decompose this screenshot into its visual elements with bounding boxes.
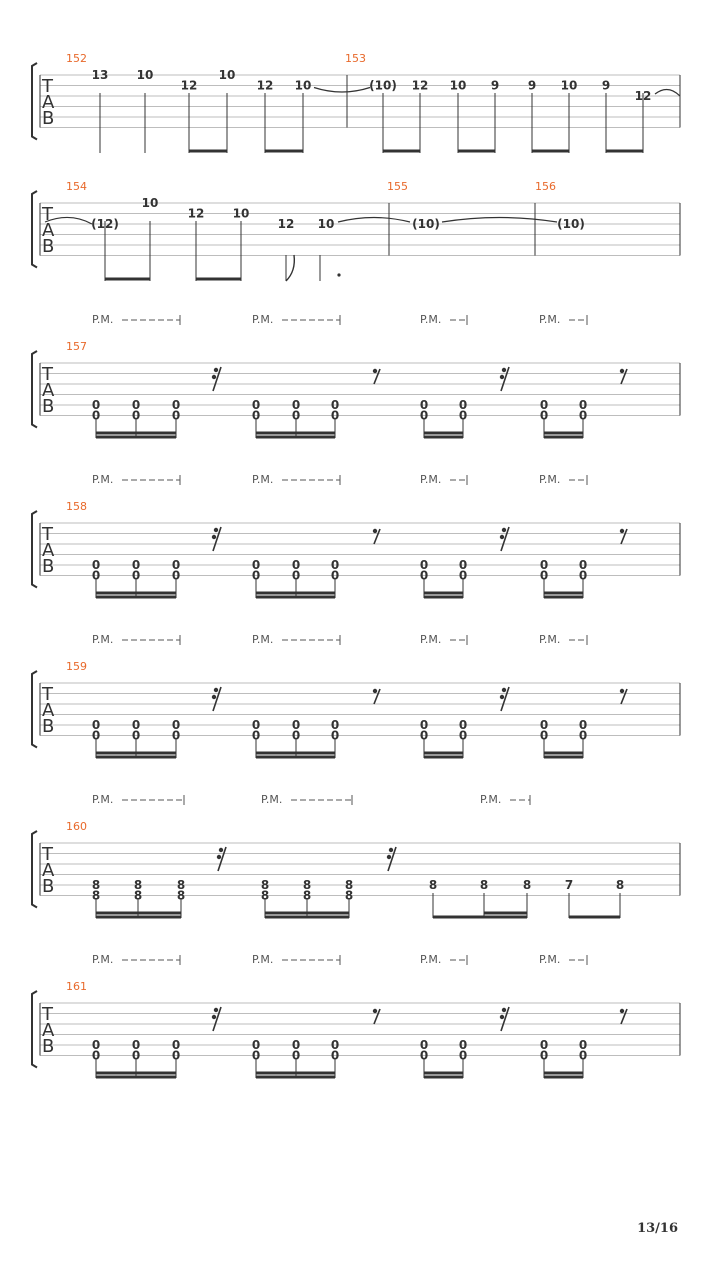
fret-number: (12) bbox=[91, 217, 119, 231]
fret-number: 0 bbox=[419, 558, 429, 572]
fret-number: 8 bbox=[479, 878, 489, 892]
fret-number: 12 bbox=[256, 78, 274, 93]
fret-number: 0 bbox=[419, 398, 429, 412]
fret-number: 0 bbox=[578, 558, 588, 572]
tab-clef-letter: T bbox=[42, 524, 53, 545]
fret-number: 0 bbox=[171, 408, 181, 423]
fret-number: 0 bbox=[578, 718, 588, 732]
fret-number: 8 bbox=[302, 878, 312, 892]
fret-number: 8 bbox=[260, 888, 270, 903]
fret-number: 10 bbox=[294, 78, 312, 93]
rest-dot bbox=[502, 688, 506, 692]
fret-number: 8 bbox=[428, 878, 438, 892]
tab-clef-letter: B bbox=[42, 556, 55, 577]
fret-number: 0 bbox=[291, 728, 301, 743]
page-number: 13/16 bbox=[637, 1221, 678, 1236]
palm-mute-label: P.M. bbox=[420, 633, 442, 646]
fret-number: 0 bbox=[419, 408, 429, 423]
fret-number: 0 bbox=[330, 408, 340, 423]
fret-number: (10) bbox=[412, 217, 440, 231]
fret-number: 0 bbox=[291, 568, 301, 583]
fret-number: 0 bbox=[330, 1048, 340, 1063]
fret-number: 8 bbox=[133, 878, 143, 892]
tab-clef-letter: T bbox=[42, 76, 53, 97]
rest-dot bbox=[502, 1008, 506, 1012]
fret-number: 0 bbox=[91, 408, 101, 423]
fret-number: 10 bbox=[218, 68, 236, 82]
fret-number: 0 bbox=[419, 1048, 429, 1063]
fret-number: 0 bbox=[251, 408, 261, 423]
fret-number: 9 bbox=[527, 78, 537, 93]
tab-clef-letter: B bbox=[42, 108, 55, 129]
fret-number: 0 bbox=[539, 718, 549, 732]
fret-number: 0 bbox=[91, 398, 101, 412]
fret-number: 0 bbox=[91, 568, 101, 583]
fret-number: 0 bbox=[251, 398, 261, 412]
palm-mute-label: P.M. bbox=[539, 953, 561, 966]
fret-number: 8 bbox=[260, 878, 270, 892]
fret-number: 0 bbox=[419, 718, 429, 732]
fret-number: 0 bbox=[251, 1038, 261, 1052]
fret-number: 9 bbox=[601, 78, 611, 93]
palm-mute-label: P.M. bbox=[252, 953, 274, 966]
fret-number: 0 bbox=[578, 728, 588, 743]
fret-number: 0 bbox=[171, 398, 181, 412]
fret-number: 0 bbox=[539, 408, 549, 423]
fret-number: 0 bbox=[539, 1048, 549, 1063]
palm-mute-label: P.M. bbox=[539, 473, 561, 486]
fret-number: 0 bbox=[578, 1048, 588, 1063]
tab-clef-letter: A bbox=[42, 220, 55, 241]
fret-number: 0 bbox=[131, 408, 141, 423]
fret-number: 0 bbox=[171, 568, 181, 583]
measure-number: 159 bbox=[66, 660, 87, 673]
palm-mute-label: P.M. bbox=[420, 473, 442, 486]
palm-mute-label: P.M. bbox=[92, 633, 114, 646]
tab-clef-letter: A bbox=[42, 92, 55, 113]
measure-number: 155 bbox=[387, 180, 408, 193]
palm-mute-label: P.M. bbox=[420, 313, 442, 326]
palm-mute-label: P.M. bbox=[92, 793, 114, 806]
fret-number: 8 bbox=[302, 888, 312, 903]
rest-dot bbox=[502, 528, 506, 532]
fret-number: 0 bbox=[539, 398, 549, 412]
tab-clef-letter: T bbox=[42, 364, 53, 385]
system-bracket bbox=[32, 991, 37, 1068]
fret-number: 0 bbox=[539, 728, 549, 743]
fret-number: 0 bbox=[578, 398, 588, 412]
rest-dot bbox=[373, 689, 377, 693]
fret-number: 0 bbox=[251, 568, 261, 583]
fret-number: 0 bbox=[458, 398, 468, 412]
fret-number: 0 bbox=[171, 718, 181, 732]
tie bbox=[338, 218, 410, 223]
fret-number: 13 bbox=[91, 68, 109, 82]
fret-number: 0 bbox=[91, 718, 101, 732]
fret-number: 0 bbox=[251, 1048, 261, 1063]
fret-number: 0 bbox=[131, 728, 141, 743]
fret-number: 0 bbox=[330, 558, 340, 572]
fret-number: 12 bbox=[634, 89, 652, 103]
system-bracket bbox=[32, 191, 37, 268]
measure-number: 152 bbox=[66, 52, 87, 65]
tab-clef-letter: B bbox=[42, 1036, 55, 1057]
system-bracket bbox=[32, 511, 37, 588]
fret-number: 0 bbox=[330, 568, 340, 583]
fret-number: 10 bbox=[136, 68, 154, 82]
measure-number: 160 bbox=[66, 820, 87, 833]
rest-dot bbox=[212, 695, 216, 699]
fret-number: 0 bbox=[131, 398, 141, 412]
measure-number: 153 bbox=[345, 52, 366, 65]
palm-mute-label: P.M. bbox=[252, 633, 274, 646]
fret-number: 0 bbox=[419, 568, 429, 583]
fret-number: 0 bbox=[458, 718, 468, 732]
fret-number: (10) bbox=[369, 78, 397, 93]
palm-mute-label: P.M. bbox=[92, 473, 114, 486]
rest-dot bbox=[500, 375, 504, 379]
rest-dot bbox=[500, 1015, 504, 1019]
fret-number: 0 bbox=[539, 568, 549, 583]
rest-dot bbox=[387, 855, 391, 859]
tab-clef-letter: A bbox=[42, 380, 55, 401]
rest-dot bbox=[214, 1008, 218, 1012]
measure-number: 156 bbox=[535, 180, 556, 193]
rest-dot bbox=[212, 1015, 216, 1019]
fret-number: 8 bbox=[133, 888, 143, 903]
palm-mute-label: P.M. bbox=[539, 633, 561, 646]
fret-number: 9 bbox=[490, 78, 500, 93]
fret-number: (10) bbox=[557, 217, 585, 231]
rest-dot bbox=[620, 529, 624, 533]
fret-number: 0 bbox=[330, 718, 340, 732]
tab-clef-letter: B bbox=[42, 396, 55, 417]
fret-number: 8 bbox=[91, 878, 101, 892]
tie bbox=[655, 89, 680, 96]
palm-mute-label: P.M. bbox=[252, 473, 274, 486]
tab-clef-letter: B bbox=[42, 876, 55, 897]
fret-number: 0 bbox=[91, 1038, 101, 1052]
measure-number: 154 bbox=[66, 180, 87, 193]
fret-number: 0 bbox=[330, 1038, 340, 1052]
rest-dot bbox=[500, 695, 504, 699]
rest-dot bbox=[500, 535, 504, 539]
fret-number: 12 bbox=[187, 206, 205, 221]
fret-number: 10 bbox=[560, 78, 578, 93]
rest-dot bbox=[620, 1009, 624, 1013]
rest-dot bbox=[373, 529, 377, 533]
tab-clef-letter: A bbox=[42, 540, 55, 561]
fret-number: 7 bbox=[564, 878, 574, 892]
tab-clef-letter: T bbox=[42, 1004, 53, 1025]
tab-clef-letter: B bbox=[42, 716, 55, 737]
fret-number: 0 bbox=[171, 558, 181, 572]
fret-number: 0 bbox=[291, 558, 301, 572]
fret-number: 0 bbox=[131, 718, 141, 732]
rest-dot bbox=[214, 528, 218, 532]
fret-number: 0 bbox=[171, 1048, 181, 1063]
fret-number: 10 bbox=[232, 206, 250, 221]
tab-clef-letter: B bbox=[42, 236, 55, 257]
fret-number: 0 bbox=[458, 568, 468, 583]
tab-clef-letter: T bbox=[42, 204, 53, 225]
fret-number: 0 bbox=[578, 408, 588, 423]
palm-mute-label: P.M. bbox=[539, 313, 561, 326]
tab-clef-letter: A bbox=[42, 1020, 55, 1041]
fret-number: 8 bbox=[615, 878, 625, 892]
rest-dot bbox=[620, 689, 624, 693]
fret-number: 0 bbox=[458, 408, 468, 423]
rest-dot bbox=[214, 368, 218, 372]
rest-dot bbox=[217, 855, 221, 859]
palm-mute-label: P.M. bbox=[252, 313, 274, 326]
tab-clef-letter: T bbox=[42, 684, 53, 705]
fret-number: 10 bbox=[449, 78, 467, 93]
fret-number: 0 bbox=[91, 558, 101, 572]
fret-number: 0 bbox=[330, 728, 340, 743]
fret-number: 0 bbox=[91, 1048, 101, 1063]
tab-clef-letter: T bbox=[42, 844, 53, 865]
system-bracket bbox=[32, 831, 37, 908]
note-flag bbox=[286, 255, 294, 281]
fret-number: 0 bbox=[539, 558, 549, 572]
tie bbox=[314, 88, 370, 93]
fret-number: 0 bbox=[458, 1038, 468, 1052]
fret-number: 0 bbox=[291, 398, 301, 412]
palm-mute-label: P.M. bbox=[261, 793, 283, 806]
fret-number: 12 bbox=[277, 217, 295, 231]
rest-dot bbox=[373, 1009, 377, 1013]
fret-number: 8 bbox=[91, 888, 101, 903]
fret-number: 0 bbox=[419, 728, 429, 743]
rest-dot bbox=[620, 369, 624, 373]
tab-clef-letter: A bbox=[42, 700, 55, 721]
fret-number: 0 bbox=[251, 728, 261, 743]
measure-number: 157 bbox=[66, 340, 87, 353]
rest-dot bbox=[212, 535, 216, 539]
fret-number: 0 bbox=[91, 728, 101, 743]
fret-number: 0 bbox=[458, 558, 468, 572]
rest-dot bbox=[214, 688, 218, 692]
rest-dot bbox=[219, 848, 223, 852]
palm-mute-label: P.M. bbox=[420, 953, 442, 966]
fret-number: 0 bbox=[330, 398, 340, 412]
fret-number: 0 bbox=[291, 1038, 301, 1052]
system-bracket bbox=[32, 63, 37, 140]
rest-dot bbox=[212, 375, 216, 379]
fret-number: 12 bbox=[411, 78, 429, 93]
tie bbox=[442, 218, 557, 223]
system-bracket bbox=[32, 351, 37, 428]
fret-number: 0 bbox=[131, 1048, 141, 1063]
fret-number: 8 bbox=[176, 888, 186, 903]
augmentation-dot bbox=[337, 273, 340, 276]
fret-number: 10 bbox=[317, 217, 335, 231]
fret-number: 12 bbox=[180, 78, 198, 93]
rest-dot bbox=[389, 848, 393, 852]
fret-number: 0 bbox=[171, 1038, 181, 1052]
fret-number: 0 bbox=[131, 568, 141, 583]
fret-number: 0 bbox=[419, 1038, 429, 1052]
system-bracket bbox=[32, 671, 37, 748]
rest-dot bbox=[502, 368, 506, 372]
fret-number: 8 bbox=[522, 878, 532, 892]
fret-number: 8 bbox=[176, 878, 186, 892]
fret-number: 0 bbox=[578, 568, 588, 583]
palm-mute-label: P.M. bbox=[92, 313, 114, 326]
palm-mute-label: P.M. bbox=[92, 953, 114, 966]
fret-number: 0 bbox=[291, 1048, 301, 1063]
fret-number: 8 bbox=[344, 878, 354, 892]
fret-number: 0 bbox=[251, 558, 261, 572]
fret-number: 0 bbox=[539, 1038, 549, 1052]
tab-clef-letter: A bbox=[42, 860, 55, 881]
fret-number: 0 bbox=[291, 408, 301, 423]
fret-number: 8 bbox=[344, 888, 354, 903]
fret-number: 0 bbox=[458, 728, 468, 743]
fret-number: 0 bbox=[578, 1038, 588, 1052]
fret-number: 0 bbox=[171, 728, 181, 743]
fret-number: 0 bbox=[131, 558, 141, 572]
fret-number: 0 bbox=[251, 718, 261, 732]
fret-number: 0 bbox=[458, 1048, 468, 1063]
fret-number: 0 bbox=[131, 1038, 141, 1052]
rest-dot bbox=[373, 369, 377, 373]
palm-mute-label: P.M. bbox=[480, 793, 502, 806]
measure-number: 161 bbox=[66, 980, 87, 993]
fret-number: 0 bbox=[291, 718, 301, 732]
fret-number: 10 bbox=[141, 196, 159, 210]
measure-number: 158 bbox=[66, 500, 87, 513]
